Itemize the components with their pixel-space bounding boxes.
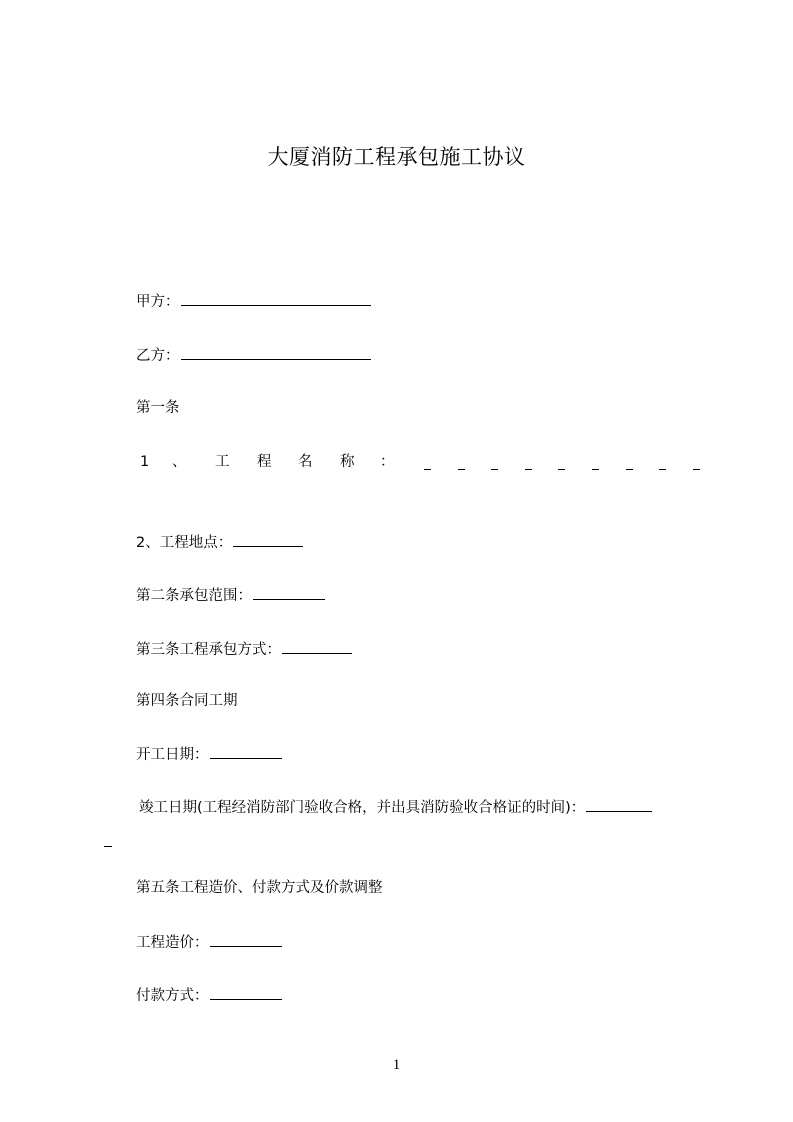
contract-scope-blank[interactable] <box>253 585 325 600</box>
party-b-line <box>136 345 371 366</box>
item-1-number: 1 <box>140 454 150 470</box>
contract-method-blank[interactable] <box>282 639 352 654</box>
payment-method-label: 付款方式： <box>136 988 209 1004</box>
project-name-blank-dash[interactable] <box>693 469 700 470</box>
contract-scope-label: 第二条承包范围： <box>136 588 252 604</box>
article-5-heading: 第五条工程造价、付款方式及价款调整 <box>136 880 383 896</box>
project-price-blank[interactable] <box>210 932 282 947</box>
article-4-heading: 第四条合同工期 <box>136 693 238 709</box>
payment-method-blank[interactable] <box>210 985 282 1000</box>
project-location-line <box>136 532 303 553</box>
item-1-char-2: 程 <box>257 454 272 470</box>
article-1-heading: 第一条 <box>136 400 180 416</box>
completion-date-line <box>139 797 652 818</box>
document-title: 大厦消防工程承包施工协议 <box>267 145 526 169</box>
item-1-char-1: 工 <box>215 454 230 470</box>
project-location-label: 2、工程地点： <box>136 535 233 551</box>
project-price-line <box>136 932 282 953</box>
start-date-label: 开工日期： <box>136 747 209 763</box>
completion-date-blank[interactable] <box>586 797 652 812</box>
project-name-blank-dash[interactable] <box>424 469 431 470</box>
project-name-blank-dash[interactable] <box>458 469 465 470</box>
completion-date-label: 竣工日期(工程经消防部门验收合格，并出具消防验收合格证的时间)： <box>139 800 586 816</box>
project-location-blank[interactable] <box>233 532 303 547</box>
project-name-blank-dash[interactable] <box>558 469 565 470</box>
project-name-blank-dash[interactable] <box>525 469 532 470</box>
item-1-char-4: 称 <box>340 454 355 470</box>
project-name-blank-dash[interactable] <box>592 469 599 470</box>
party-b-label: 乙方： <box>136 348 180 364</box>
party-b-blank[interactable] <box>181 345 371 360</box>
party-a-blank[interactable] <box>181 291 371 306</box>
project-name-line <box>136 452 702 474</box>
item-1-char-3: 名 <box>298 454 313 470</box>
payment-method-line <box>136 985 282 1006</box>
item-1-separator: 、 <box>172 454 187 470</box>
contract-scope-line <box>136 585 325 606</box>
contract-method-label: 第三条工程承包方式： <box>136 642 281 658</box>
completion-date-blank-continued[interactable] <box>104 846 112 847</box>
page-number: 1 <box>392 1057 401 1073</box>
project-name-blank-dash[interactable] <box>659 469 666 470</box>
item-1-colon: ： <box>380 454 395 470</box>
start-date-blank[interactable] <box>210 744 282 759</box>
project-name-blank-dash[interactable] <box>491 469 498 470</box>
contract-method-line <box>136 639 352 660</box>
party-a-label: 甲方： <box>136 294 180 310</box>
party-a-line <box>136 291 371 312</box>
start-date-line <box>136 744 282 765</box>
project-name-blank-dash[interactable] <box>626 469 633 470</box>
project-price-label: 工程造价： <box>136 935 209 951</box>
